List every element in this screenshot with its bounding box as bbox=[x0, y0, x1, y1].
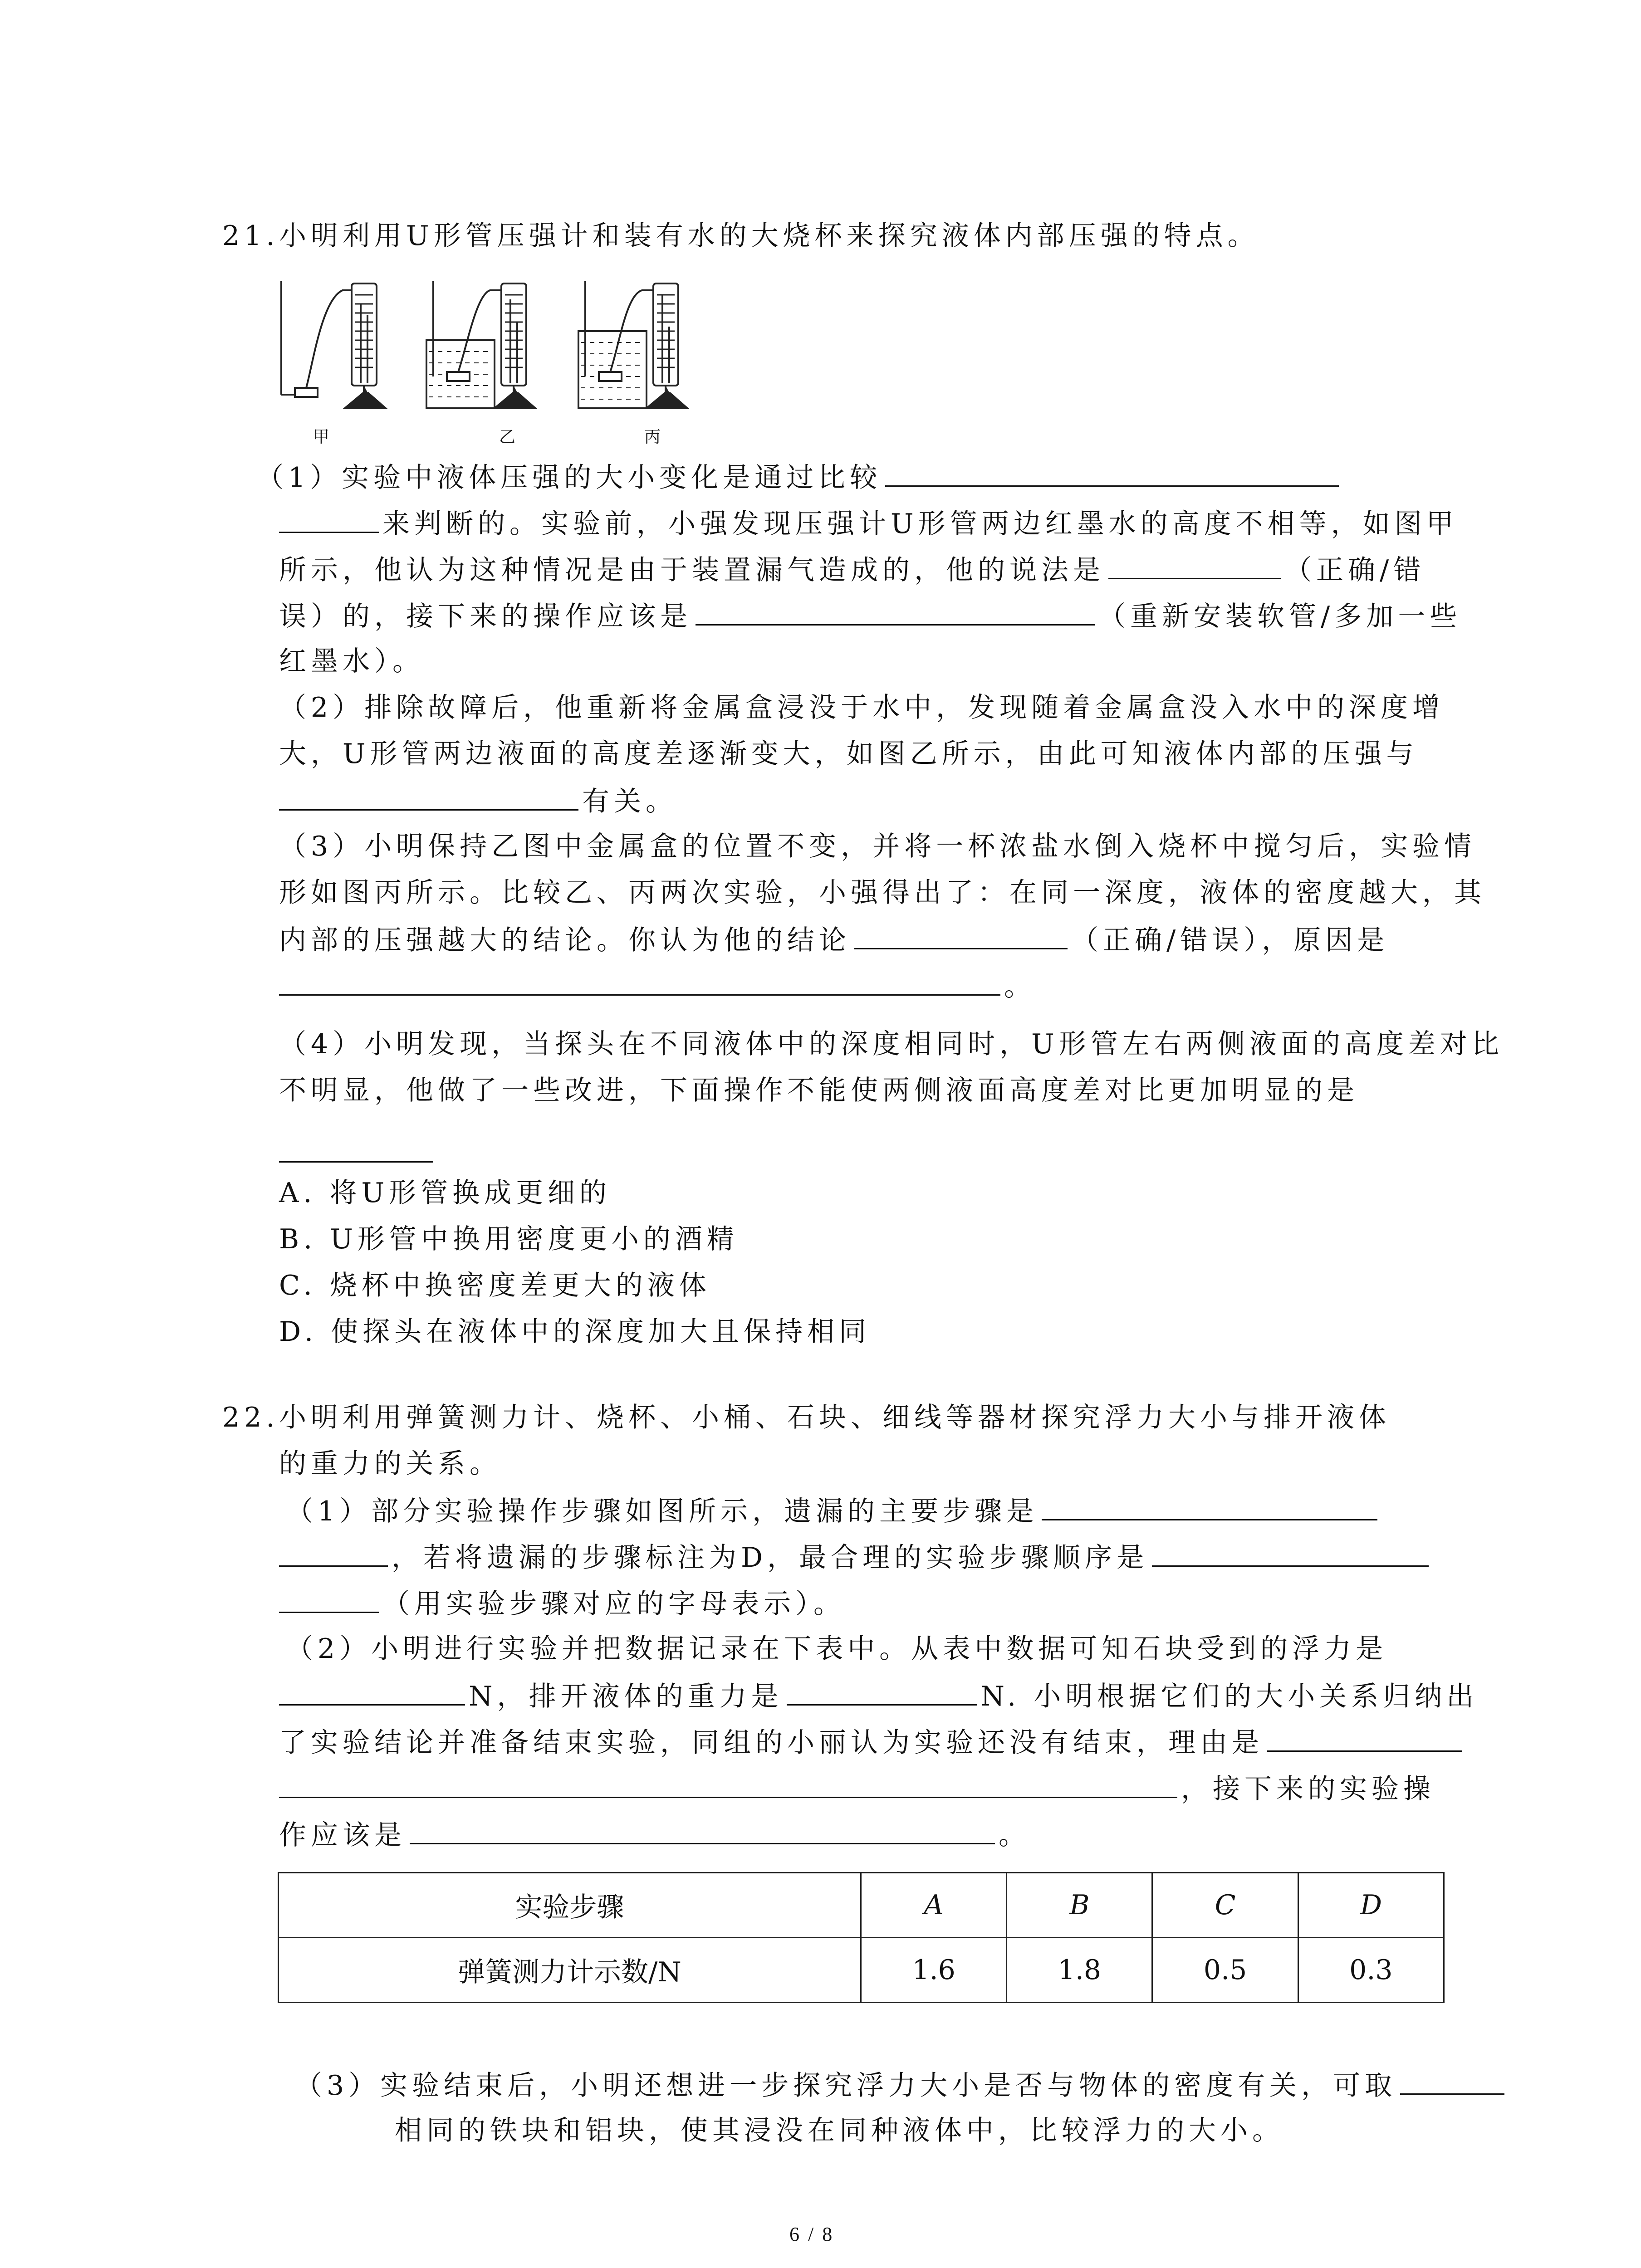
answer-blank[interactable] bbox=[279, 1134, 433, 1163]
q22-part1-line2: ，若将遗漏的步骤标注为D，最合理的实验步骤顺序是 bbox=[279, 1538, 1432, 1576]
table-cell: 0.5 bbox=[1152, 1938, 1298, 2003]
q21-part3-line1: （3）小明保持乙图中金属盒的位置不变，并将一杯浓盐水倒入烧杯中搅匀后，实验情 bbox=[279, 831, 1476, 862]
figure-label-bing: 丙 bbox=[644, 428, 661, 446]
answer-blank[interactable] bbox=[279, 1677, 465, 1706]
q21-part1-line2: 来判断的。实验前，小强发现压强计U形管两边红墨水的高度不相等，如图甲 bbox=[279, 504, 1458, 542]
q21-part2-line2: 大，U形管两边液面的高度差逐渐变大，如图乙所示，由此可知液体内部的压强与 bbox=[279, 738, 1418, 770]
q21-option-d[interactable]: D. 使探头在液体中的深度加大且保持相同 bbox=[279, 1316, 871, 1348]
q22-part3-line2: 相同的铁块和铝块，使其浸没在同种液体中，比较浮力的大小。 bbox=[395, 2115, 1284, 2146]
answer-blank[interactable] bbox=[279, 504, 379, 533]
q21-option-b[interactable]: B. U形管中换用密度更小的酒精 bbox=[279, 1223, 739, 1255]
q22-number: 22. bbox=[222, 1402, 279, 1433]
page-number: 6 / 8 bbox=[789, 2223, 834, 2245]
q21-part3-line4: 。 bbox=[279, 967, 1036, 1005]
table-header-cell: A bbox=[861, 1873, 1006, 1938]
table-header-cell: D bbox=[1298, 1873, 1444, 1938]
q21-part1-line5: 红墨水）。 bbox=[279, 645, 424, 677]
q22-part2-line5: 作应该是 。 bbox=[279, 1816, 1030, 1853]
q21-part4-line1: （4）小明发现，当探头在不同液体中的深度相同时，U形管左右两侧液面的高度差对比 bbox=[279, 1028, 1504, 1060]
q22-stem-line2: 的重力的关系。 bbox=[279, 1448, 501, 1480]
answer-blank[interactable] bbox=[279, 1769, 1177, 1798]
answer-blank[interactable] bbox=[854, 921, 1068, 949]
q21-option-a[interactable]: A. 将U形管换成更细的 bbox=[279, 1177, 612, 1209]
table-row bbox=[279, 1938, 1444, 2003]
q21-part1-line3: 所示，他认为这种情况是由于装置漏气造成的，他的说法是 （正确/错 bbox=[279, 551, 1425, 588]
table-cell: 1.8 bbox=[1007, 1938, 1152, 2003]
q22-part3-line1: （3）实验结束后，小明还想进一步探究浮力大小是否与物体的密度有关，可取 bbox=[295, 2066, 1508, 2104]
table-header-cell: C bbox=[1152, 1873, 1298, 1938]
q21-part1-line1: （1）实验中液体压强的大小变化是通过比较 bbox=[256, 458, 1342, 496]
answer-blank[interactable] bbox=[1108, 551, 1281, 579]
answer-blank[interactable] bbox=[1042, 1492, 1377, 1520]
answer-blank[interactable] bbox=[1400, 2066, 1504, 2095]
answer-blank[interactable] bbox=[279, 1538, 388, 1567]
answer-blank[interactable] bbox=[279, 967, 1000, 996]
table-header-cell: B bbox=[1007, 1873, 1152, 1938]
spring-scale-data-table bbox=[278, 1872, 1445, 2003]
figure-label-yi: 乙 bbox=[499, 428, 516, 446]
u-tube-manometer-figure bbox=[277, 272, 776, 445]
q21-part3-line2: 形如图丙所示。比较乙、丙两次实验，小强得出了：在同一深度，液体的密度越大，其 bbox=[279, 877, 1486, 909]
q21-stem: 小明利用U形管压强计和装有水的大烧杯来探究液体内部压强的特点。 bbox=[279, 220, 1259, 252]
answer-blank[interactable] bbox=[1267, 1723, 1462, 1752]
figure-label-jia: 甲 bbox=[313, 428, 330, 446]
q21-part2-line1: （2）排除故障后，他重新将金属盒浸没于水中，发现随着金属盒没入水中的深度增 bbox=[279, 692, 1445, 723]
table-cell: 0.3 bbox=[1298, 1938, 1444, 2003]
q21-part1-line4: 误）的，接下来的操作应该是 （重新安装软管/多加一些 bbox=[279, 597, 1461, 635]
answer-blank[interactable] bbox=[410, 1816, 995, 1844]
q22-part1-line3: （用实验步骤对应的字母表示）。 bbox=[279, 1584, 845, 1622]
q22-part2-line4: ，接下来的实验操 bbox=[279, 1769, 1435, 1807]
q21-part2-line3: 有关。 bbox=[279, 782, 677, 820]
answer-blank[interactable] bbox=[696, 597, 1095, 626]
q21-part4-line2: 不明显，他做了一些改进，下面操作不能使两侧液面高度差对比更加明显的是 bbox=[279, 1075, 1359, 1106]
answer-blank[interactable] bbox=[787, 1677, 977, 1706]
table-header-row bbox=[279, 1873, 1444, 1938]
q22-part2-line2: N，排开液体的重力是 N. 小明根据它们的大小关系归纳出 bbox=[279, 1677, 1478, 1715]
q22-part2-line1: （2）小明进行实验并把数据记录在下表中。从表中数据可知石块受到的浮力是 bbox=[286, 1633, 1388, 1665]
q21-part3-line3: 内部的压强越大的结论。你认为他的结论 （正确/错误），原因是 bbox=[279, 921, 1389, 958]
table-cell: 1.6 bbox=[861, 1938, 1006, 2003]
answer-blank[interactable] bbox=[1152, 1538, 1429, 1567]
q21-option-c[interactable]: C. 烧杯中换密度差更大的液体 bbox=[279, 1270, 711, 1301]
q21-part4-blank-line bbox=[279, 1134, 437, 1172]
answer-blank[interactable] bbox=[885, 458, 1339, 487]
q22-part1-line1: （1）部分实验操作步骤如图所示，遗漏的主要步骤是 bbox=[286, 1492, 1381, 1530]
table-row-label: 弹簧测力计示数/N bbox=[279, 1938, 861, 2003]
q21-number: 21. bbox=[222, 220, 279, 252]
q22-part2-line3: 了实验结论并准备结束实验，同组的小丽认为实验还没有结束，理由是 bbox=[279, 1723, 1466, 1761]
answer-blank[interactable] bbox=[279, 782, 578, 811]
table-header-cell: 实验步骤 bbox=[279, 1873, 861, 1938]
q22-stem-line1: 小明利用弹簧测力计、烧杯、小桶、石块、细线等器材探究浮力大小与排开液体 bbox=[279, 1402, 1391, 1433]
answer-blank[interactable] bbox=[279, 1584, 379, 1613]
